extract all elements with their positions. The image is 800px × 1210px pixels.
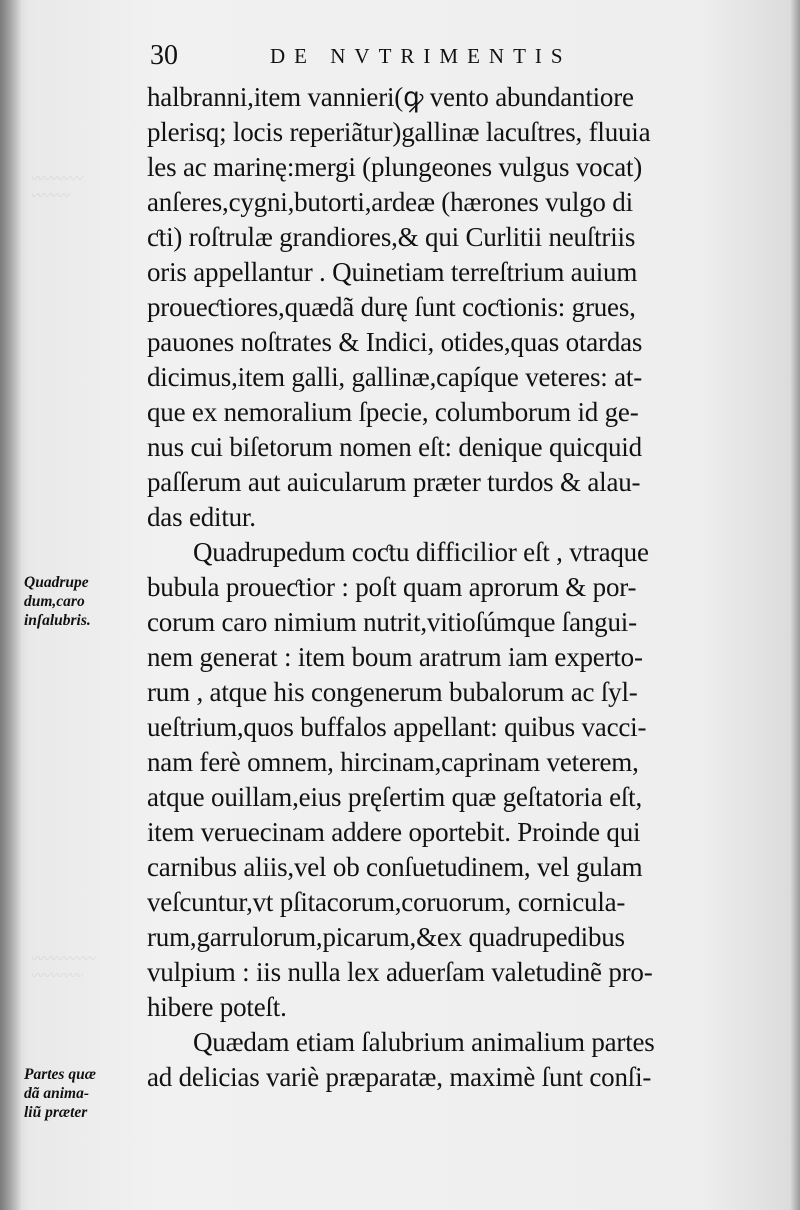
text-line: paſſerum aut auicularum præter turdos & alau- — [147, 467, 641, 497]
text-line: rum,garrulorum,picarum,&ex quadrupedibus — [147, 922, 625, 952]
marginal-note-line: liũ præter — [24, 1104, 88, 1121]
marginal-note — [24, 573, 146, 630]
marginal-note-line: Quadrupe — [24, 574, 89, 591]
text-line: proueƈtiores,quædã durę ſunt coƈtionis: grues, — [147, 292, 636, 322]
text-line: veſcuntur,vt pſitacorum,coruorum, cornicula- — [147, 887, 626, 917]
text-line: rum , atque his congenerum bubalorum ac ſyl- — [147, 677, 638, 707]
gutter-shadow — [0, 0, 22, 1210]
text-line: vulpium : iis nulla lex aduerſam valetudinẽ pro- — [147, 957, 653, 987]
text-line: ƈti) roſtrulæ grandiores,& qui Curlitii neuſtriis — [147, 222, 636, 252]
marginal-note-line: dum,caro — [24, 593, 85, 610]
text-line: oris appellantur . Quinetiam terreſtrium auium — [147, 257, 638, 287]
marginal-note-line: Partes quæ — [24, 1066, 96, 1083]
text-line: nus cui biſetorum nomen eſt: denique quicquid — [147, 432, 642, 462]
show-through-text: 〰〰〰〰〰 〰〰〰〰 — [30, 951, 96, 983]
marginal-note-line: inſalubris. — [24, 612, 91, 629]
main-text — [147, 80, 792, 1095]
show-through-text: 〰〰〰〰 〰〰〰 — [30, 171, 83, 203]
text-line: plerisq; locis reperiãtur)gallinæ lacuſtres, fluuia — [147, 117, 651, 147]
text-line: que ex nemoralium ſpecie, columborum id ge- — [147, 397, 639, 427]
text-line: corum caro nimium nutrit,vitioſúmque ſangui- — [147, 607, 637, 637]
text-line: das editur. — [147, 502, 256, 532]
page-header — [150, 36, 790, 76]
marginal-note-line: dã anima- — [24, 1085, 90, 1102]
text-line: nam ferè omnem, hircinam,caprinam veterem, — [147, 747, 639, 777]
text-line: ueſtrium,quos buffalos appellant: quibus vacci- — [147, 712, 647, 742]
page-number: 30 — [150, 40, 178, 71]
text-line: bubula proueƈtior : poſt quam aprorum & por- — [147, 572, 637, 602]
text-line: nem generat : item boum aratrum iam experto- — [147, 642, 643, 672]
text-line: item veruecinam addere oportebit. Proinde qui — [147, 817, 641, 847]
text-line: dicimus,item galli, gallinæ,capíque veteres: at- — [147, 362, 643, 392]
text-line: anſeres,cygni,butorti,ardeæ (hærones vulgo di — [147, 187, 633, 217]
text-line: Quadrupedum coƈtu difficilior eſt , vtraque — [193, 537, 649, 567]
marginal-note — [24, 1065, 146, 1122]
text-line: ad delicias variè præparatæ, maximè ſunt conſi- — [147, 1062, 652, 1092]
text-line: hibere poteſt. — [147, 992, 287, 1022]
text-line: pauones noſtrates & Indici, otides,quas otardas — [147, 327, 643, 357]
running-head: DE NVTRIMENTIS — [270, 44, 572, 68]
text-line: Quædam etiam ſalubrium animalium partes — [193, 1027, 655, 1057]
text-line: halbranni,item vannieri(ꝙ vento abundantiore — [147, 82, 634, 112]
text-line: les ac marinę:mergi (plungeones vulgus vocat) — [147, 152, 643, 182]
text-line: carnibus aliis,vel ob conſuetudinem, vel gulam — [147, 852, 643, 882]
text-line: atque ouillam,eius pręſertim quæ geſtatoria eſt, — [147, 782, 643, 812]
